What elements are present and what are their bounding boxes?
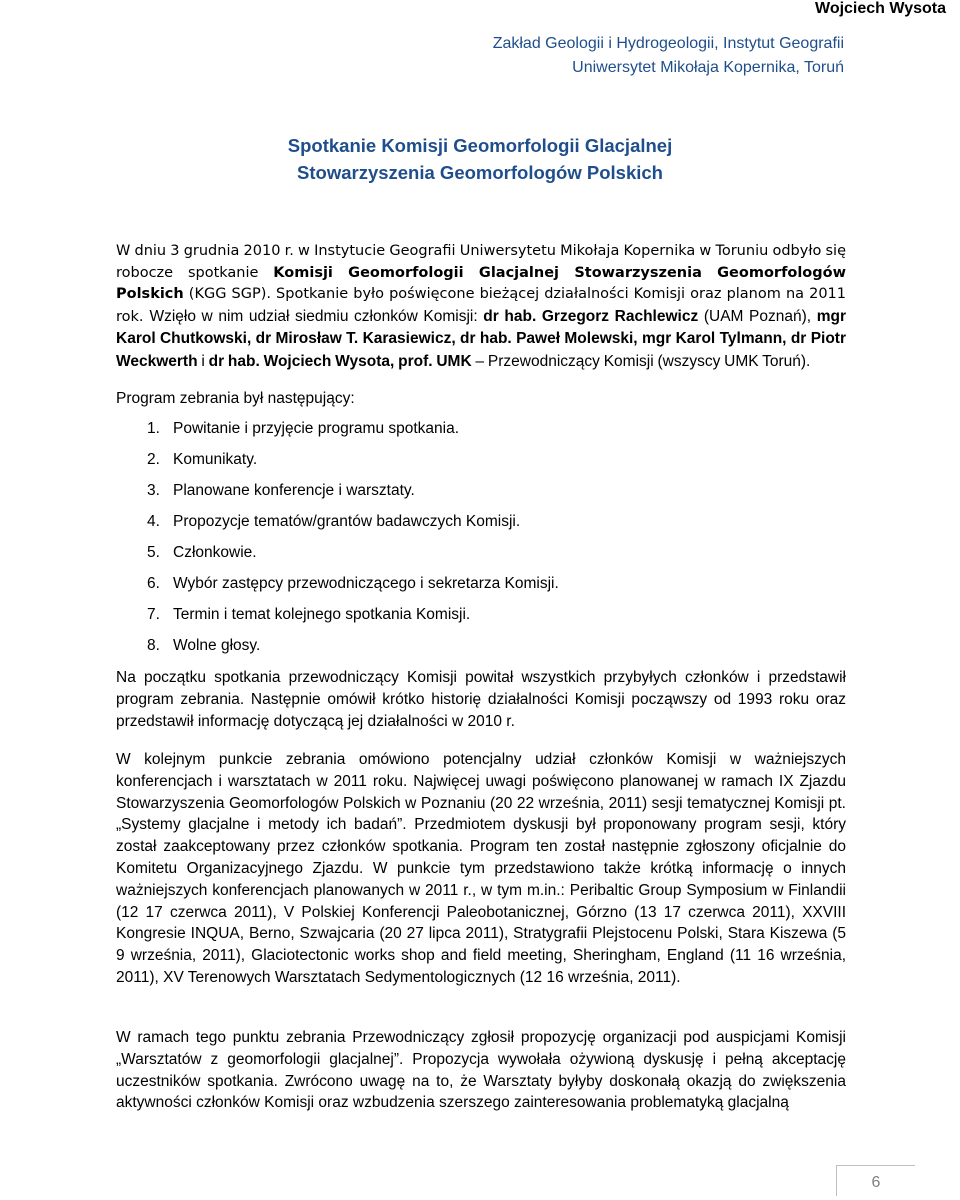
intro-text-5: i: [197, 352, 209, 370]
members-list: mgr Karol Chutkowski, dr Mirosław T. Karasiewicz, dr hab. Paweł Molewski, mgr Karol Tylmann, dr Piotr Weckwerth: [116, 307, 846, 370]
agenda-item-text: Komunikaty.: [173, 451, 258, 468]
member-rachlewicz: dr hab. Grzegorz Rachlewicz: [483, 307, 699, 325]
agenda-item-text: Termin i temat kolejnego spotkania Komisji.: [173, 606, 471, 623]
agenda-item: [147, 637, 667, 655]
author-name: Wojciech Wysota: [815, 0, 946, 17]
agenda-item-number: 8.: [147, 637, 160, 654]
paragraph-conferences: W kolejnym punkcie zebrania omówiono potencjalny udział członków Komisji w ważniejszych konferencjach i warsztatach w 2011 roku. Najwięcej uwagi poświęcono planowanej w ramach IX Zjazdu Stowarzyszenia Geomorfologów Polskich w Poznaniu (20 22 września, 2011) sesji tematycznej Komisji pt. „Systemy glacjalne i metody ich badań”. Przedmiotem dyskusji był proponowany program sesji, który został zaakceptowany przez członków spotkania. Program ten został następnie zgłoszony oficjalnie do Komitetu Organizacyjnego Zjazdu. W punkcie tym przedstawiono także krótką informację o innych ważniejszych konferencjach planowanych w 2011 r., w tym m.in.: Peribaltic Group Symposium w Finlandii (12 17 czerwca 2011), V Polskiej Konferencji Paleobotanicznej, Górzno (13 17 czerwca 2011), XXVIII Kongresie INQUA, Berno, Szwajcaria (20 27 lipca 2011), Stratygrafii Plejstocenu Polski, Stara Kiszewa (5 9 września, 2011), Glaciotectonic works shop and field meeting, Sheringham, England (11 16 września, 2011), XV Terenowych Warsztatach Sedymentologicznych (12 16 września, 2011).: [116, 751, 846, 986]
intro-text-6: – Przewodniczący Komisji (wszyscy UMK Toruń).: [471, 352, 811, 370]
intro-text-4: (UAM Poznań),: [698, 307, 817, 325]
agenda-item: [147, 575, 667, 593]
intro-text-3: Wzięło w nim udział siedmiu członków Komisji:: [149, 307, 484, 325]
paragraph-workshops: W ramach tego punktu zebrania Przewodniczący zgłosił propozycję organizacji pod auspicjami Komisji „Warsztatów z geomorfologii glacjalnej”. Propozycja wywołała ożywioną dyskusję i pełną akceptację uczestników spotkania. Zwrócono uwagę na to, że Warsztaty byłyby doskonałą okazją do zwiększenia aktywności członków Komisji oraz wzbudzenia szerszego zainteresowania problematyką glacjalną: [116, 1029, 846, 1112]
program-heading: Program zebrania był następujący:: [116, 390, 355, 407]
agenda-item-text: Planowane konferencje i warsztaty.: [173, 482, 415, 499]
intro-text-1: W dniu 3 grudnia 2010 r. w Instytucie Geografii Uniwersytetu Mikołaja Kopernika w Toruniu odbyło się robocze spotkanie: [116, 243, 846, 281]
page-title-line-1: Spotkanie Komisji Geomorfologii Glacjalnej: [287, 135, 673, 156]
member-wysota: dr hab. Wojciech Wysota, prof. UMK: [208, 352, 472, 370]
agenda-item-number: 6.: [147, 575, 160, 592]
agenda-item-number: 3.: [147, 482, 160, 499]
agenda-item: [147, 451, 667, 469]
agenda-item: [147, 420, 667, 438]
agenda-item-text: Propozycje tematów/grantów badawczych Komisji.: [173, 513, 521, 530]
intro-paragraph: [116, 241, 846, 373]
agenda-item-text: Powitanie i przyjęcie programu spotkania.: [173, 420, 460, 437]
commission-name: Komisji Geomorfologii Glacjalnej Stowarzyszenia Geomorfologów Polskich: [116, 264, 847, 302]
page-title-line-2: Stowarzyszenia Geomorfologów Polskich: [297, 162, 663, 183]
agenda-item-number: 1.: [147, 420, 160, 437]
agenda-item-number: 2.: [147, 451, 160, 468]
agenda-item-text: Wybór zastępcy przewodniczącego i sekretarza Komisji.: [173, 575, 559, 592]
agenda-item: [147, 482, 667, 500]
agenda-item-text: Członkowie.: [173, 544, 257, 561]
agenda-item-text: Wolne głosy.: [173, 637, 261, 654]
agenda-item: [147, 606, 667, 624]
intro-text-2: (KGG SGP). Spotkanie było poświęcone bieżącej działalności Komisji oraz planom na 2011 rok.: [116, 286, 846, 325]
agenda-item-number: 5.: [147, 544, 160, 561]
paragraph-opening: Na początku spotkania przewodniczący Komisji powitał wszystkich przybyłych członków i przedstawił program zebrania. Następnie omówił krótko historię działalności Komisji począwszy od 1993 roku oraz przedstawił informację dotyczącą jej działalności w 2010 r.: [116, 669, 846, 730]
agenda-item: [147, 544, 667, 562]
agenda-item: [147, 513, 667, 531]
agenda-item-number: 4.: [147, 513, 160, 530]
page-number: 6: [836, 1165, 915, 1196]
affiliation-line-1: Zakład Geologii i Hydrogeologii, Instytut Geografii: [492, 35, 844, 52]
affiliation-line-2: Uniwersytet Mikołaja Kopernika, Toruń: [572, 59, 844, 76]
agenda-item-number: 7.: [147, 606, 160, 623]
